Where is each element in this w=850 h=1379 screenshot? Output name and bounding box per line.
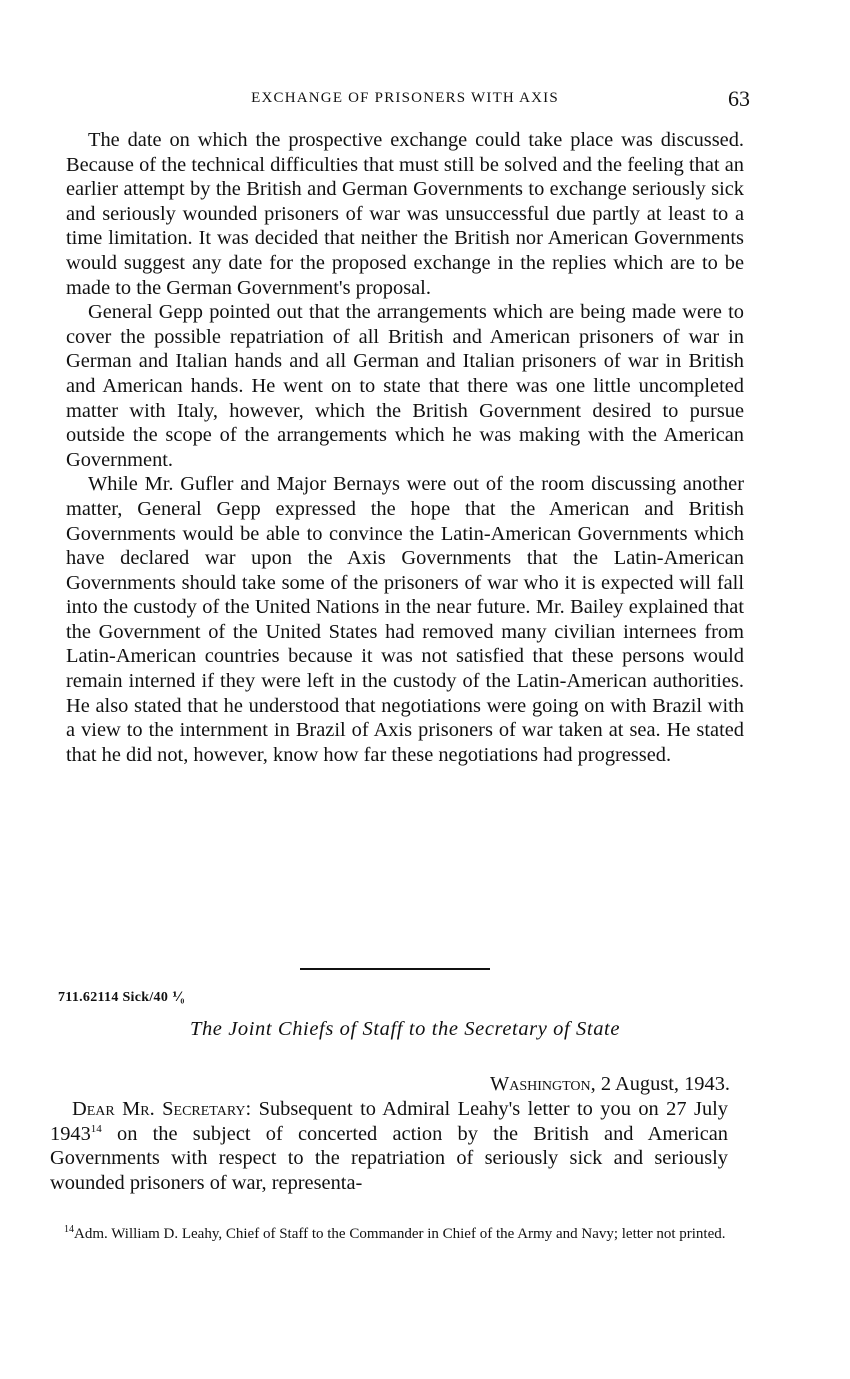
footnote [50,1226,728,1243]
document-title: The Joint Chiefs of Staff to the Secretary of State [189,1018,621,1040]
running-title: EXCHANGE OF PRISONERS WITH AXIS [251,90,559,106]
page-number: 63 [728,86,750,111]
footnote-number: 14 [64,1224,74,1235]
running-head [60,86,750,116]
letter-body [50,1097,728,1195]
body-text [66,128,744,767]
paragraph-latin-american: While Mr. Gufler and Major Bernays were out of the room discussing another matter, General Gepp expressed the hope that the American and British Governments would be able to convince the Latin-American Governments which have declared war upon the Axis Governments that the Latin-American Governments should take some of the prisoners of war who it is expected will fall into the custody of the United Nations in the near future. Mr. Bailey explained that the Government of the United States had removed many civilian internees from Latin-American countries because it was not satisfied that these persons would remain interned if they were left in the custody of the Latin-American authorities. He also stated that he understood that negotiations were going on with Brazil with a view to the internment in Brazil of Axis prisoners of war taken at sea. He stated that he did not, however, know how far these negotiations had progressed. [66,473,744,766]
footnote-paragraph [50,1226,728,1243]
dateline-place: Washington [489,1073,591,1095]
letter-text-part1: Subsequent to Admiral Leahy's letter to you on 27 July 1943 [50,1098,728,1145]
letter-paragraph [50,1097,728,1195]
dateline-date: , 2 August, 1943. [590,1073,730,1095]
salutation: Dear Mr. Secretary: [72,1098,252,1120]
paragraph-general-gepp: General Gepp pointed out that the arrangements which are being made were to cover the possible repatriation of all British and American prisoners of war in German and Italian hands and all German and Italian prisoners of war in British and American hands. He went on to state that there was one little uncompleted matter with Italy, however, which the British Government desired to pursue outside the scope of the arrangements which he was making with the American Government. [66,301,744,471]
file-number: 711.62114 Sick/40 [58,990,169,1005]
dateline [490,1073,730,1096]
file-reference [58,989,185,1006]
letter-text-part2: on the subject of concerted action by the British and American Governments with respect to the repatriation of seriously sick and seriously wounded prisoners of war, representa- [50,1122,728,1194]
paragraph-exchange-date: The date on which the prospective exchange could take place was discussed. Because of the technical difficulties that must still be solved and the feeling that an earlier attempt by the British and German Governments to exchange seriously sick and seriously wounded prisoners of war was unsuccessful due partly at least to a time limitation. It was decided that neither the British nor American Governments would suggest any date for the proposed exchange in the replies which are to be made to the German Government's proposal. [66,129,744,299]
section-divider [300,968,490,970]
footnote-reference: 14 [90,1122,102,1135]
file-mark: ⅟₀ [172,989,185,1004]
footnote-text: Adm. William D. Leahy, Chief of Staff to the Commander in Chief of the Army and Navy; letter not printed. [74,1226,726,1242]
